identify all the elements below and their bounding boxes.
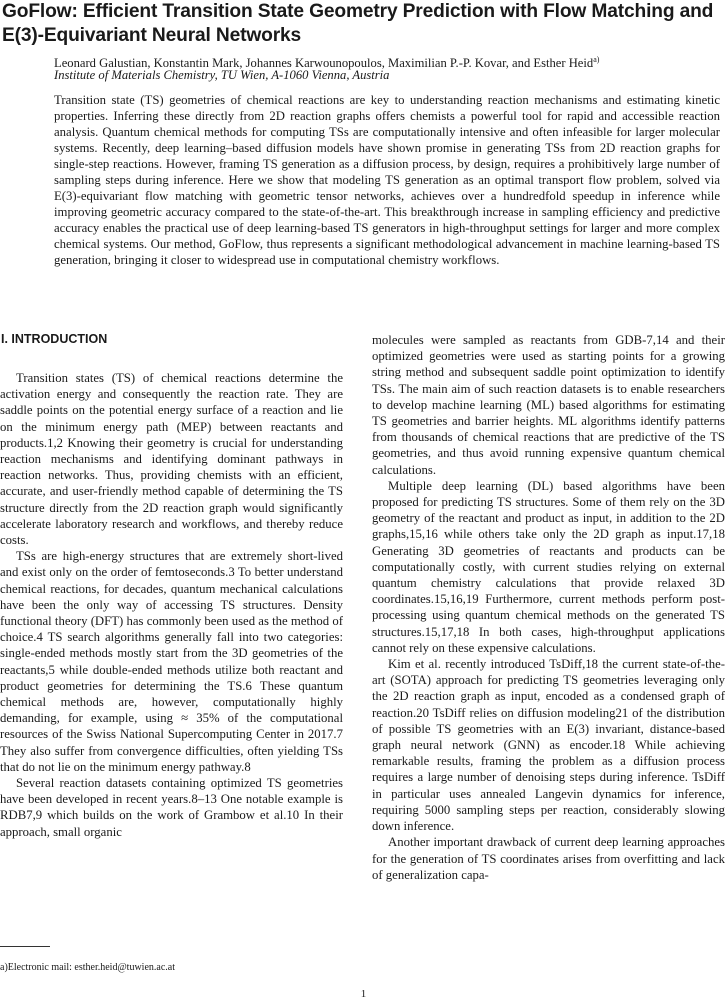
- intro-paragraph-1: Transition states (TS) of chemical reactions determine the activation energy and consequently the reaction rate. They are saddle points on the potential energy surface of a reaction and lie on the minimum energy path (MEP) between reactants and products.1,2 Knowing their geometry is crucial for understanding reaction mechanisms and identifying dominant pathways in reaction networks. Thus, providing chemists with an efficient, accurate, and user-friendly method capable of determining the TS structure directly from the 2D reaction graph would significantly accelerate laboratory research and workflows, and thereby reduce costs.: [0, 371, 343, 548]
- author-names: Leonard Galustian, Konstantin Mark, Johannes Karwounopoulos, Maximilian P.-P. Kovar, and Esther Heid: [54, 56, 594, 71]
- right-column: [372, 332, 725, 883]
- intro-paragraph-3: Several reaction datasets containing optimized TS geometries have been developed in recent years.8–13 One notable example is RDB7,9 which builds on the work of Grambow et al.10 In their approach, small organic: [0, 776, 343, 839]
- abstract: Transition state (TS) geometries of chemical reactions are key to understanding reaction mechanisms and estimating kinetic properties. Inferring these directly from 2D reaction graphs offers chemists a powerful tool for rapid and accessible reaction analysis. Quantum chemical methods for computing TSs are computationally intensive and often infeasible for larger molecular systems. Recently, deep learning–based diffusion models have shown promise in generating TSs from 2D reaction graphs for single-step reactions. However, framing TS generation as a diffusion process, by design, requires a prohibitively large number of sampling steps during inference. Here we show that modeling TS generation as an optimal transport flow problem, solved via E(3)-equivariant flow matching with geometric tensor networks, achieves over a hundredfold speedup in inference while improving geometric accuracy compared to the state-of-the-art. This breakthrough increase in sampling efficiency and predictive accuracy enables the practical use of deep learning-based TS generators in high-throughput settings for larger and more complex chemical systems. Our method, GoFlow, thus represents a significant methodological advancement in machine learning-based TS generation, bringing it closer to widespread use in computational chemistry workflows.: [54, 93, 720, 268]
- intro-paragraph-5: Multiple deep learning (DL) based algorithms have been proposed for predicting TS structures. Some of them rely on the 3D geometry of the reactant and product as input, in addition to the 2D graphs,15,16 while others take only the 2D graph as input.17,18 Generating 3D geometries of reactants and products can be computationally costly, with current studies relying on external quantum chemistry calculations that provide relaxed 3D coordinates.15,16,19 Furthermore, current methods perform post-processing using quantum chemical methods on the generated TS structures.15,17,18 In both cases, high-throughput applications cannot rely on these expensive calculations.: [372, 478, 725, 655]
- author-marker: a): [593, 55, 600, 64]
- intro-paragraph-2: TSs are high-energy structures that are extremely short-lived and exist only on the order of femtoseconds.3 To better understand chemical reactions, for decades, quantum mechanical calculations have been the only way of accessing TS structures. Density functional theory (DFT) has commonly been used as the method of choice.4 TS search algorithms generally fall into two categories: single-ended methods mostly start from the 3D geometries of the reactants,5 while double-ended methods utilize both reactant and product geometries for determining the TS.6 These quantum chemical methods are, however, computationally highly demanding, for example, using ≈ 35% of the computational resources of the Swiss National Supercomputing Center in 2017.7 They also suffer from convergence difficulties, often yielding TSs that do not lie on the minimum energy pathway.8: [0, 549, 343, 774]
- footnote-email[interactable]: a)Electronic mail: esther.heid@tuwien.ac.at: [0, 962, 175, 973]
- page-number: 1: [360, 988, 367, 1000]
- footnote-rule: [0, 946, 50, 947]
- intro-paragraph-4: molecules were sampled as reactants from GDB-7,14 and their optimized geometries were used as starting points for a growing string method and subsequent saddle point optimization to identify TSs. The main aim of such reaction datasets is to enable researchers to develop machine learning (ML) based algorithms for estimating TS geometries and barrier heights. ML algorithms identify patterns from thousands of chemical reactions that are predictive of the TS geometries, and thus avoid running expensive quantum chemical calculations.: [372, 333, 725, 477]
- paper-title: GoFlow: Efficient Transition State Geometry Prediction with Flow Matching and E(3)-Equivariant Neural Networks: [2, 1, 714, 46]
- left-column: [0, 328, 343, 840]
- section-heading: I. INTRODUCTION: [1, 332, 108, 346]
- intro-paragraph-6: Kim et al. recently introduced TsDiff,18 the current state-of-the-art (SOTA) approach for predicting TS geometries leveraging only the 2D reaction graph as input, encoded as a condensed graph of reaction.20 TsDiff relies on diffusion modeling21 of the distribution of possible TS geometries with an E(3) invariant, distance-based graph neural network (GNN) as encoder.18 While achieving remarkable results, framing the problem as a diffusion process requires a large number of denoising steps during inference. TsDiff in particular uses annealed Langevin dynamics for inference, requiring 5000 sampling steps per reaction, considerably slowing down inference.: [372, 657, 725, 834]
- intro-paragraph-7: Another important drawback of current deep learning approaches for the generation of TS coordinates arises from overfitting and lack of generalization capa-: [372, 835, 725, 882]
- affiliation: Institute of Materials Chemistry, TU Wien, A-1060 Vienna, Austria: [54, 68, 390, 82]
